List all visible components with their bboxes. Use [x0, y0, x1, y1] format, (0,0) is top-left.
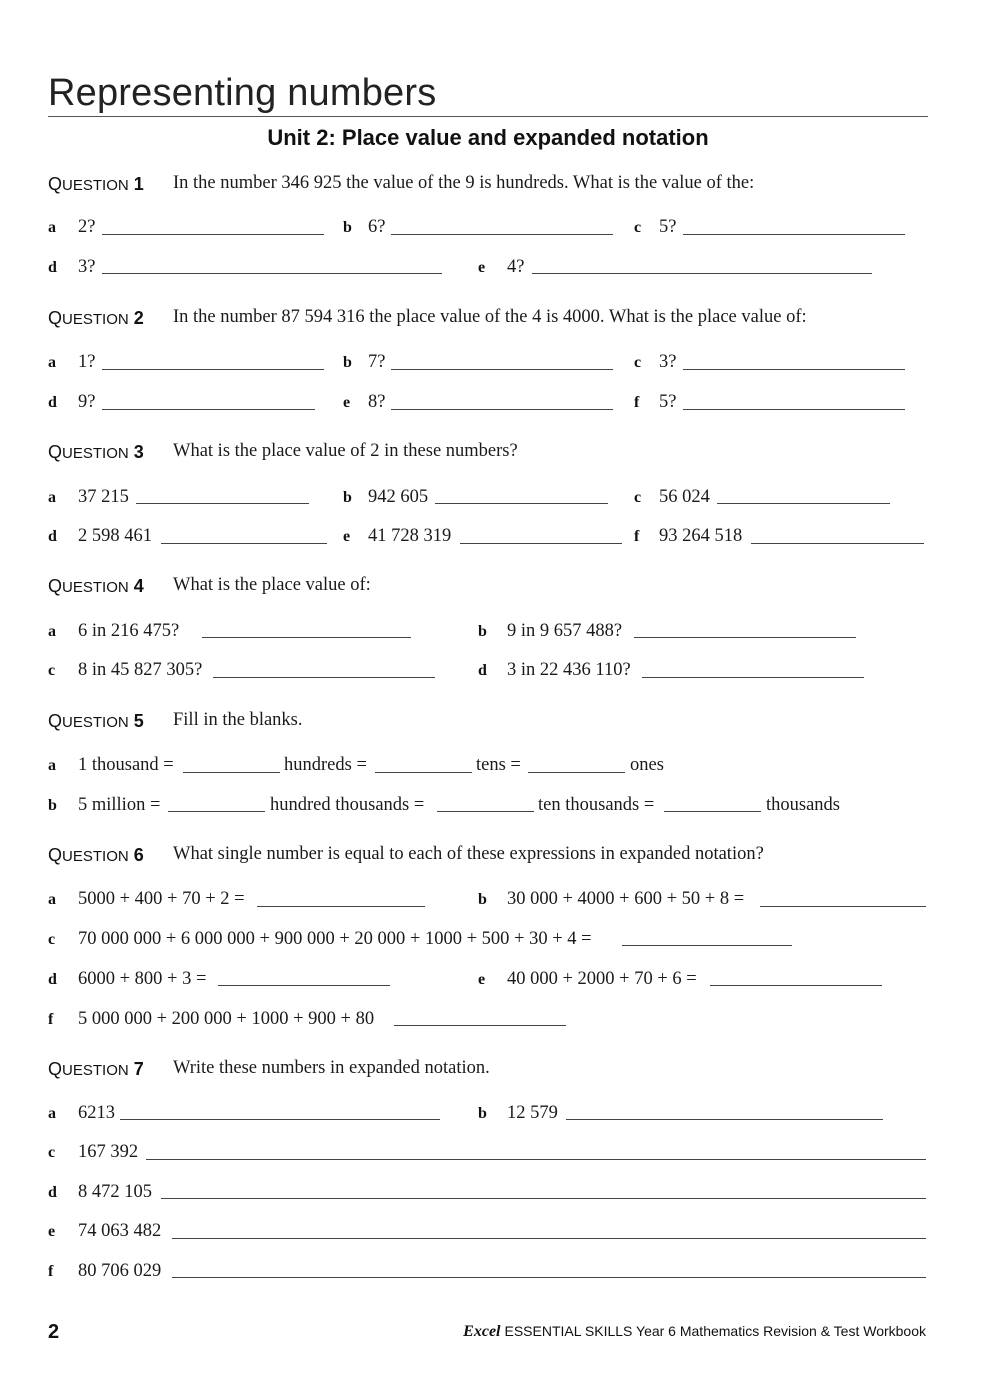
footer-title-text: ESSENTIAL SKILLS Year 6 Mathematics Revision & Test Workbook	[504, 1323, 926, 1339]
item-prompt: 1 thousand =	[78, 755, 174, 775]
item-letter: b	[478, 1105, 487, 1122]
item-prompt: 5?	[659, 392, 677, 412]
page-number: 2	[48, 1321, 60, 1343]
question-3-label: QUESTION 3	[48, 442, 144, 462]
answer-line[interactable]	[394, 1025, 566, 1026]
answer-line[interactable]	[717, 503, 890, 504]
item-prompt: 6000 + 800 + 3 =	[78, 969, 207, 989]
item-prompt: 2 598 461	[78, 526, 152, 546]
answer-line[interactable]	[634, 637, 856, 638]
item-letter: d	[48, 1184, 57, 1201]
item-letter: f	[634, 394, 640, 411]
item-letter: a	[48, 1105, 56, 1122]
answer-line[interactable]	[528, 772, 625, 773]
question-7-text: Write these numbers in expanded notation.	[173, 1058, 490, 1078]
item-prompt: 5 000 000 + 200 000 + 1000 + 900 + 80	[78, 1009, 375, 1029]
item-letter: d	[48, 394, 57, 411]
item-prompt: hundred thousands =	[270, 795, 425, 815]
item-letter: c	[48, 1144, 56, 1161]
page-title: Representing numbers	[48, 72, 437, 114]
question-4-label: QUESTION 4	[48, 576, 144, 596]
item-letter: f	[48, 1011, 54, 1028]
answer-line[interactable]	[375, 772, 472, 773]
answer-line[interactable]	[760, 906, 926, 907]
item-letter: c	[48, 662, 56, 679]
answer-line[interactable]	[161, 1198, 926, 1199]
item-letter: c	[634, 219, 642, 236]
item-prompt: 30 000 + 4000 + 600 + 50 + 8 =	[507, 889, 745, 909]
item-letter: e	[48, 1223, 56, 1240]
item-letter: e	[343, 394, 351, 411]
answer-line[interactable]	[136, 503, 309, 504]
answer-line[interactable]	[172, 1238, 926, 1239]
item-prompt: 74 063 482	[78, 1221, 162, 1241]
item-prompt: 93 264 518	[659, 526, 743, 546]
item-letter: c	[634, 354, 642, 371]
item-letter: b	[48, 797, 57, 814]
item-prompt: 3 in 22 436 110?	[507, 660, 631, 680]
item-letter: a	[48, 489, 56, 506]
answer-line[interactable]	[751, 543, 924, 544]
answer-line[interactable]	[622, 945, 792, 946]
item-prompt: 6 in 216 475?	[78, 621, 180, 641]
answer-line[interactable]	[218, 985, 390, 986]
footer-book-title	[463, 1323, 926, 1341]
answer-line[interactable]	[120, 1119, 440, 1120]
answer-line[interactable]	[391, 409, 613, 410]
item-prompt: 37 215	[78, 487, 129, 507]
question-6-label: QUESTION 6	[48, 845, 144, 865]
item-prompt: 8 in 45 827 305?	[78, 660, 203, 680]
item-letter: d	[48, 259, 57, 276]
item-prompt: 56 024	[659, 487, 710, 507]
item-letter: f	[634, 528, 640, 545]
question-2-label: QUESTION 2	[48, 308, 144, 328]
item-prompt: thousands	[766, 795, 840, 815]
answer-line[interactable]	[391, 234, 613, 235]
item-letter: c	[634, 489, 642, 506]
answer-line[interactable]	[683, 409, 905, 410]
answer-line[interactable]	[168, 811, 265, 812]
answer-line[interactable]	[664, 811, 761, 812]
item-letter: a	[48, 623, 56, 640]
item-letter: d	[48, 528, 57, 545]
answer-line[interactable]	[710, 985, 882, 986]
answer-line[interactable]	[437, 811, 534, 812]
item-prompt: hundreds =	[284, 755, 367, 775]
answer-line[interactable]	[257, 906, 425, 907]
answer-line[interactable]	[202, 637, 411, 638]
item-prompt: 2?	[78, 217, 96, 237]
item-letter: f	[48, 1263, 54, 1280]
answer-line[interactable]	[102, 273, 442, 274]
item-prompt: 5 million =	[78, 795, 161, 815]
item-prompt: 80 706 029	[78, 1261, 162, 1281]
footer-brand: Excel	[463, 1323, 501, 1340]
question-5-label: QUESTION 5	[48, 711, 144, 731]
item-prompt: 942 605	[368, 487, 429, 507]
answer-line[interactable]	[172, 1277, 926, 1278]
answer-line[interactable]	[642, 677, 864, 678]
item-prompt: 41 728 319	[368, 526, 452, 546]
item-prompt: 6?	[368, 217, 386, 237]
item-letter: a	[48, 354, 56, 371]
item-letter: c	[48, 931, 56, 948]
item-letter: b	[478, 891, 487, 908]
item-letter: e	[478, 971, 486, 988]
item-letter: d	[478, 662, 487, 679]
item-letter: b	[343, 489, 352, 506]
question-1-text: In the number 346 925 the value of the 9 is hundreds. What is the value of the:	[173, 173, 755, 193]
title-divider	[48, 116, 928, 117]
answer-line[interactable]	[102, 409, 315, 410]
item-prompt: 7?	[368, 352, 386, 372]
answer-line[interactable]	[213, 677, 435, 678]
item-prompt: 5000 + 400 + 70 + 2 =	[78, 889, 245, 909]
answer-line[interactable]	[683, 234, 905, 235]
item-letter: e	[478, 259, 486, 276]
answer-line[interactable]	[146, 1159, 926, 1160]
answer-line[interactable]	[102, 234, 324, 235]
answer-line[interactable]	[161, 543, 327, 544]
item-prompt: ten thousands =	[538, 795, 655, 815]
item-prompt: 5?	[659, 217, 677, 237]
item-letter: b	[478, 623, 487, 640]
answer-line[interactable]	[683, 369, 905, 370]
item-letter: b	[343, 354, 352, 371]
question-6-text: What single number is equal to each of these expressions in expanded notation?	[173, 844, 764, 864]
answer-line[interactable]	[391, 369, 613, 370]
item-prompt: 4?	[507, 257, 525, 277]
answer-line[interactable]	[532, 273, 872, 274]
item-prompt: 3?	[78, 257, 96, 277]
answer-line[interactable]	[460, 543, 622, 544]
item-letter: e	[343, 528, 351, 545]
item-prompt: 8?	[368, 392, 386, 412]
answer-line[interactable]	[183, 772, 280, 773]
item-prompt: ones	[630, 755, 664, 775]
question-7-label: QUESTION 7	[48, 1059, 144, 1079]
item-letter: a	[48, 219, 56, 236]
item-prompt: 167 392	[78, 1142, 139, 1162]
item-letter: a	[48, 891, 56, 908]
question-5-text: Fill in the blanks.	[173, 710, 303, 730]
item-prompt: 8 472 105	[78, 1182, 152, 1202]
answer-line[interactable]	[566, 1119, 883, 1120]
item-prompt: 1?	[78, 352, 96, 372]
item-prompt: 9 in 9 657 488?	[507, 621, 623, 641]
item-letter: a	[48, 757, 56, 774]
item-prompt: tens =	[476, 755, 521, 775]
item-letter: d	[48, 971, 57, 988]
question-1-label: QUESTION 1	[48, 174, 144, 194]
unit-title: Unit 2: Place value and expanded notation	[267, 125, 709, 150]
item-prompt: 6213	[78, 1103, 115, 1123]
item-prompt: 70 000 000 + 6 000 000 + 900 000 + 20 000 + 1000 + 500 + 30 + 4 =	[78, 929, 592, 949]
question-2-text: In the number 87 594 316 the place value of the 4 is 4000. What is the place value of:	[173, 307, 807, 327]
item-prompt: 40 000 + 2000 + 70 + 6 =	[507, 969, 697, 989]
answer-line[interactable]	[435, 503, 608, 504]
item-prompt: 9?	[78, 392, 96, 412]
question-3-text: What is the place value of 2 in these numbers?	[173, 441, 518, 461]
question-4-text: What is the place value of:	[173, 575, 371, 595]
item-prompt: 3?	[659, 352, 677, 372]
answer-line[interactable]	[102, 369, 324, 370]
item-prompt: 12 579	[507, 1103, 558, 1123]
item-letter: b	[343, 219, 352, 236]
